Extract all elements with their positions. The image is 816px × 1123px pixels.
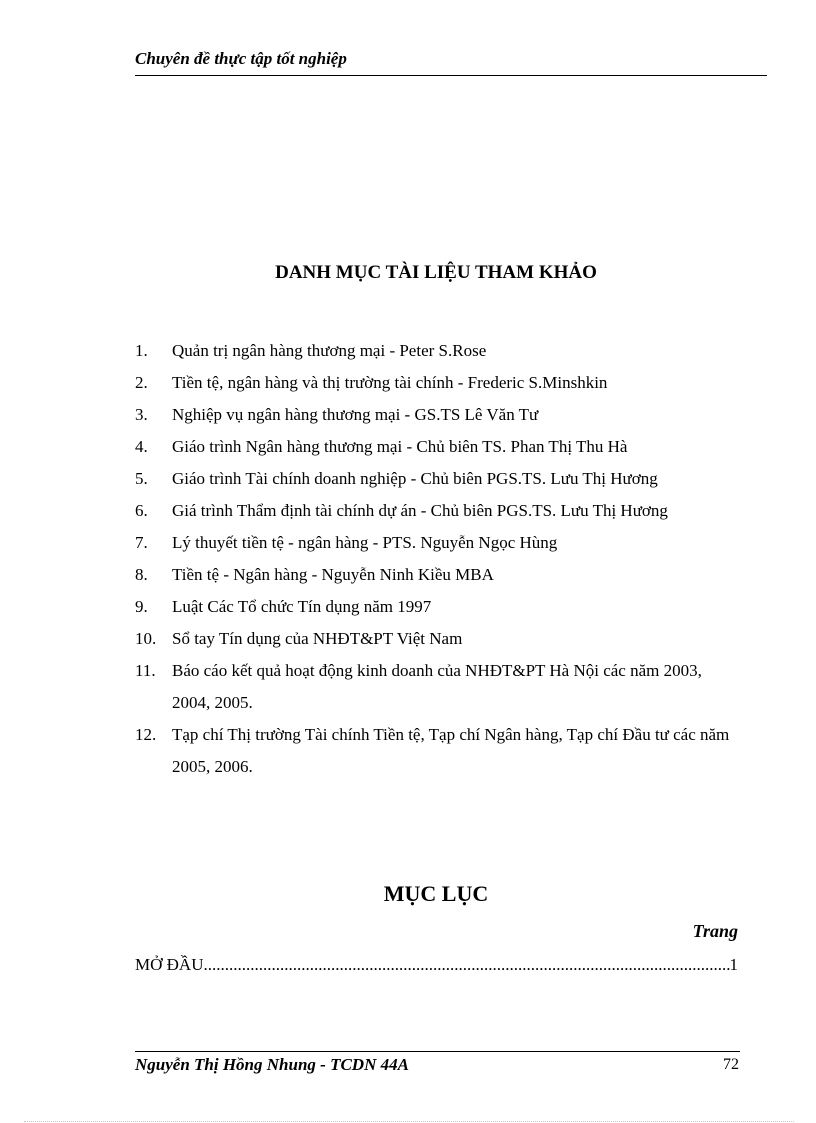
reference-number: 5.	[135, 469, 148, 488]
reference-item	[135, 591, 740, 623]
toc-heading: MỤC LỤC	[383, 881, 489, 906]
reference-number: 8.	[135, 565, 148, 584]
reference-number: 1.	[135, 341, 148, 360]
reference-item	[135, 335, 740, 367]
references-heading: DANH MỤC TÀI LIỆU THAM KHẢO	[275, 262, 597, 283]
reference-number: 12.	[135, 725, 157, 744]
reference-text: Tiền tệ, ngân hàng và thị trường tài chính - Frederic S.Minshkin	[172, 373, 608, 392]
reference-list	[135, 335, 740, 783]
reference-text: Nghiệp vụ ngân hàng thương mại - GS.TS Lê Văn Tư	[172, 405, 539, 424]
page-edge	[24, 1121, 794, 1122]
footer-divider	[135, 1051, 740, 1052]
footer-author: Nguyễn Thị Hồng Nhung - TCDN 44A	[135, 1055, 409, 1074]
reference-item	[135, 719, 740, 783]
toc-page-column-label: Trang	[692, 921, 738, 941]
header-divider	[135, 75, 767, 76]
reference-number: 7.	[135, 533, 148, 552]
reference-item	[135, 655, 740, 719]
reference-number: 6.	[135, 501, 148, 520]
reference-text: Sổ tay Tín dụng của NHĐT&PT Việt Nam	[172, 629, 463, 648]
reference-text: Luật Các Tổ chức Tín dụng năm 1997	[172, 597, 432, 616]
toc-dot-leader	[203, 955, 729, 975]
reference-text: Giáo trình Tài chính doanh nghiệp - Chủ biên PGS.TS. Lưu Thị Hương	[172, 469, 658, 488]
reference-number: 11.	[135, 661, 156, 680]
reference-text: Quản trị ngân hàng thương mại - Peter S.Rose	[172, 341, 487, 360]
reference-number: 10.	[135, 629, 157, 648]
reference-number: 3.	[135, 405, 148, 424]
toc-entry-label: MỞ ĐẦU	[135, 955, 204, 974]
running-header-title: Chuyên đề thực tập tốt nghiệp	[135, 49, 347, 68]
reference-item	[135, 431, 740, 463]
reference-item	[135, 495, 740, 527]
toc-entry[interactable]	[135, 955, 738, 975]
reference-item	[135, 559, 740, 591]
toc-entry-page: 1	[729, 955, 738, 974]
reference-text: Giáo trình Ngân hàng thương mại - Chủ biên TS. Phan Thị Thu Hà	[172, 437, 628, 456]
reference-text: Lý thuyết tiền tệ - ngân hàng - PTS. Nguyễn Ngọc Hùng	[172, 533, 558, 552]
reference-item	[135, 623, 740, 655]
reference-item	[135, 399, 740, 431]
reference-number: 9.	[135, 597, 148, 616]
reference-item	[135, 367, 740, 399]
reference-number: 4.	[135, 437, 148, 456]
reference-text: Giá trình Thẩm định tài chính dự án - Chủ biên PGS.TS. Lưu Thị Hương	[172, 501, 668, 520]
reference-item	[135, 463, 740, 495]
reference-text: Tạp chí Thị trường Tài chính Tiền tệ, Tạp chí Ngân hàng, Tạp chí Đầu tư các năm 2005, 2006.	[172, 725, 730, 776]
reference-item	[135, 527, 740, 559]
reference-number: 2.	[135, 373, 148, 392]
reference-text: Tiền tệ - Ngân hàng - Nguyễn Ninh Kiều MBA	[172, 565, 494, 584]
page-number: 72	[723, 1056, 739, 1073]
reference-text: Báo cáo kết quả hoạt động kinh doanh của NHĐT&PT Hà Nội các năm 2003, 2004, 2005.	[172, 661, 702, 712]
